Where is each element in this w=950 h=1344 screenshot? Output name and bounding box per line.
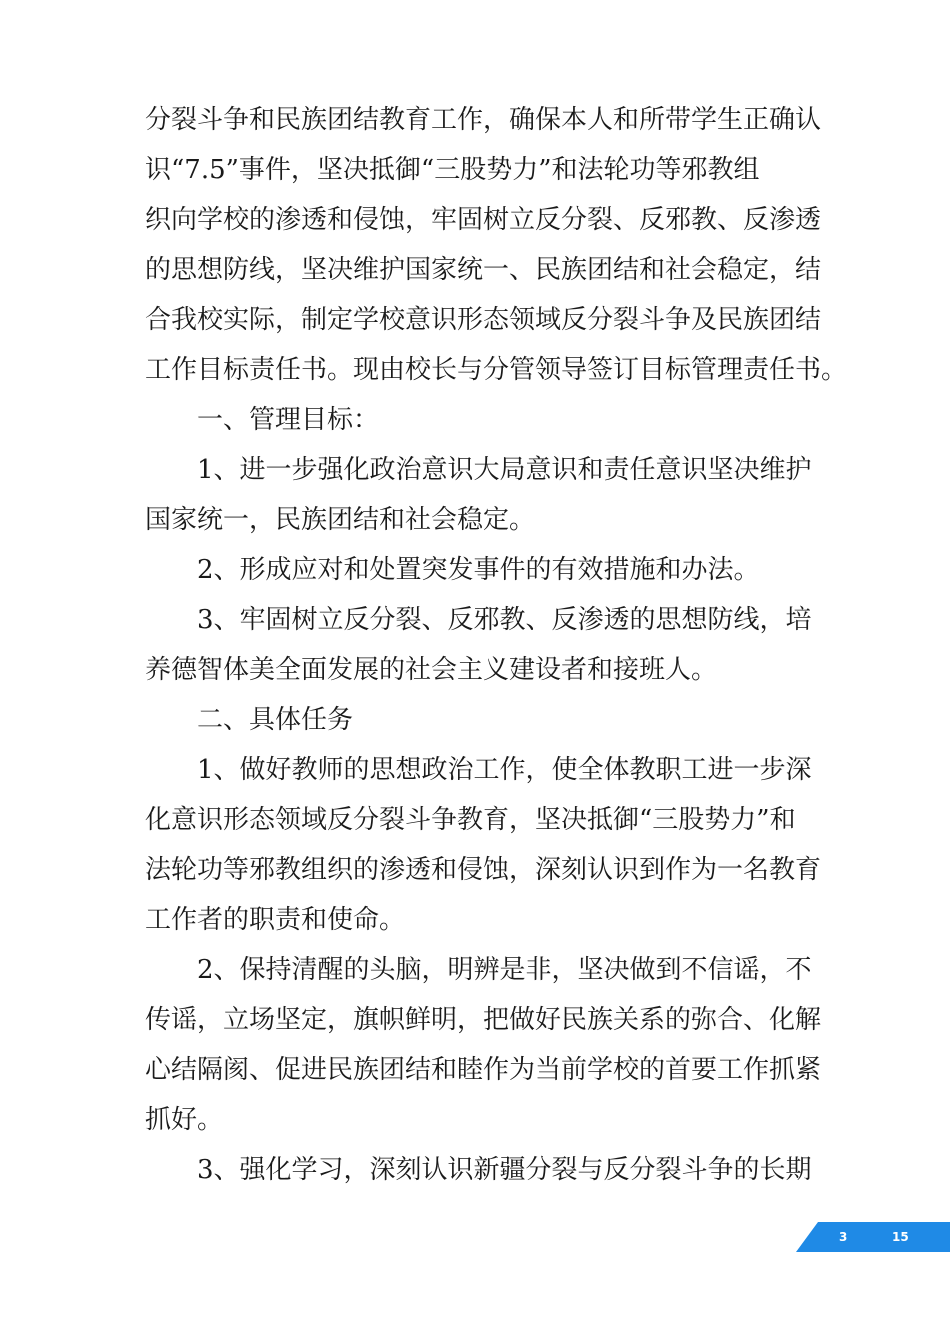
body-line: 化意识形态领域反分裂斗争教育，坚决抵御“三股势力”和: [145, 805, 796, 835]
section-heading: 一、管理目标：: [197, 405, 380, 435]
body-line: 工作者的职责和使命。: [145, 905, 406, 935]
page-indicator-background: [796, 1222, 950, 1252]
page-indicator: [796, 1222, 950, 1252]
body-line: 1、做好教师的思想政治工作，使全体教职工进一步深: [197, 755, 812, 785]
body-line: 织向学校的渗透和侵蚀，牢固树立反分裂、反邪教、反渗透: [145, 205, 822, 235]
body-line: 养德智体美全面发展的社会主义建设者和接班人。: [145, 655, 718, 685]
body-line: 识“7.5”事件，坚决抵御“三股势力”和法轮功等邪教组: [145, 155, 760, 185]
body-line: 3、强化学习，深刻认识新疆分裂与反分裂斗争的长期: [197, 1155, 812, 1185]
body-line: 传谣，立场坚定，旗帜鲜明，把做好民族关系的弥合、化解: [145, 1005, 822, 1035]
body-line: 3、牢固树立反分裂、反邪教、反渗透的思想防线，培: [197, 605, 812, 635]
body-line: 2、形成应对和处置突发事件的有效措施和办法。: [197, 555, 760, 585]
body-line: 心结隔阂、促进民族团结和睦作为当前学校的首要工作抓紧: [145, 1055, 822, 1085]
document-body: [145, 95, 848, 1195]
total-pages-number: 15: [892, 1230, 909, 1244]
body-line: 法轮功等邪教组织的渗透和侵蚀，深刻认识到作为一名教育: [145, 855, 822, 885]
body-line: 工作目标责任书。现由校长与分管领导签订目标管理责任书。: [145, 355, 848, 385]
body-line: 的思想防线，坚决维护国家统一、民族团结和社会稳定，结: [145, 255, 822, 285]
current-page-number: 3: [839, 1230, 848, 1244]
body-line: 合我校实际，制定学校意识形态领域反分裂斗争及民族团结: [145, 305, 822, 335]
body-line: 分裂斗争和民族团结教育工作，确保本人和所带学生正确认: [145, 105, 822, 135]
body-line: 2、保持清醒的头脑，明辨是非，坚决做到不信谣，不: [197, 955, 812, 985]
section-heading: 二、具体任务: [197, 705, 354, 735]
body-line: 国家统一，民族团结和社会稳定。: [145, 505, 536, 535]
body-line: 抓好。: [145, 1105, 224, 1135]
body-line: 1、进一步强化政治意识大局意识和责任意识坚决维护: [197, 455, 812, 485]
